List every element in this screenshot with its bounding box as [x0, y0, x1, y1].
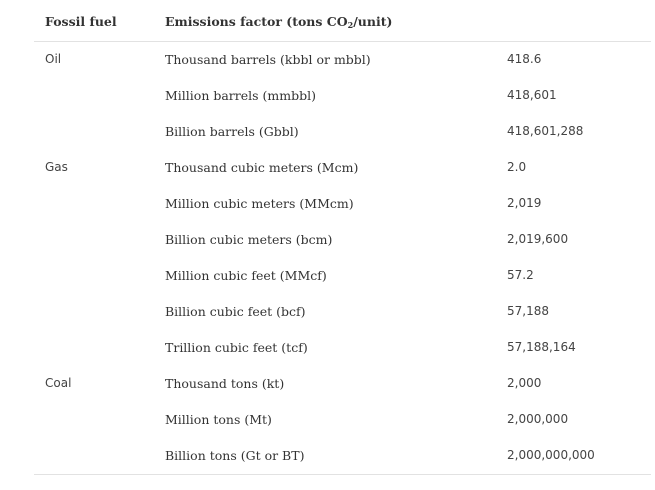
- value-cell: 57.2: [507, 268, 534, 282]
- table-row: [34, 150, 651, 186]
- table-row: [34, 42, 651, 78]
- unit-cell: Thousand barrels (kbbl or mbbl): [165, 52, 371, 67]
- header-fossil-fuel: Fossil fuel: [45, 14, 117, 29]
- table-row: [34, 186, 651, 222]
- value-cell: 2,000: [507, 376, 542, 390]
- table-row: [34, 366, 651, 402]
- value-cell: 2,019,600: [507, 232, 569, 246]
- unit-cell: Billion barrels (Gbbl): [165, 124, 299, 139]
- unit-cell: Trillion cubic feet (tcf): [165, 340, 308, 355]
- table-header-row: [34, 4, 651, 42]
- value-cell: 418,601: [507, 88, 557, 102]
- unit-cell: Thousand cubic meters (Mcm): [165, 160, 359, 175]
- table-row: [34, 438, 651, 475]
- header-factor-suffix: /unit): [353, 14, 393, 29]
- unit-cell: Thousand tons (kt): [165, 376, 285, 391]
- fuel-cell: Oil: [45, 52, 62, 66]
- value-cell: 57,188: [507, 304, 549, 318]
- fuel-cell: Coal: [45, 376, 72, 390]
- value-cell: 418,601,288: [507, 124, 584, 138]
- unit-cell: Billion tons (Gt or BT): [165, 448, 305, 463]
- unit-cell: Million tons (Mt): [165, 412, 272, 427]
- value-cell: 418.6: [507, 52, 542, 66]
- table-row: [34, 330, 651, 366]
- table-row: [34, 222, 651, 258]
- header-factor-prefix: Emissions factor (tons CO: [165, 14, 348, 29]
- table-row: [34, 294, 651, 330]
- table-row: [34, 402, 651, 438]
- value-cell: 2,000,000,000: [507, 448, 595, 462]
- header-factor-subscript: 2: [347, 20, 354, 30]
- table-row: [34, 258, 651, 294]
- unit-cell: Million cubic feet (MMcf): [165, 268, 327, 283]
- emissions-factor-table: [34, 4, 651, 475]
- unit-cell: Billion cubic feet (bcf): [165, 304, 306, 319]
- fuel-cell: Gas: [45, 160, 68, 174]
- unit-cell: Billion cubic meters (bcm): [165, 232, 333, 247]
- table-body: [34, 42, 651, 475]
- value-cell: 2,000,000: [507, 412, 569, 426]
- unit-cell: Million cubic meters (MMcm): [165, 196, 354, 211]
- value-cell: 57,188,164: [507, 340, 576, 354]
- value-cell: 2,019: [507, 196, 542, 210]
- value-cell: 2.0: [507, 160, 527, 174]
- table-row: [34, 78, 651, 114]
- table-row: [34, 114, 651, 150]
- header-emissions-factor: [165, 14, 392, 30]
- unit-cell: Million barrels (mmbbl): [165, 88, 316, 103]
